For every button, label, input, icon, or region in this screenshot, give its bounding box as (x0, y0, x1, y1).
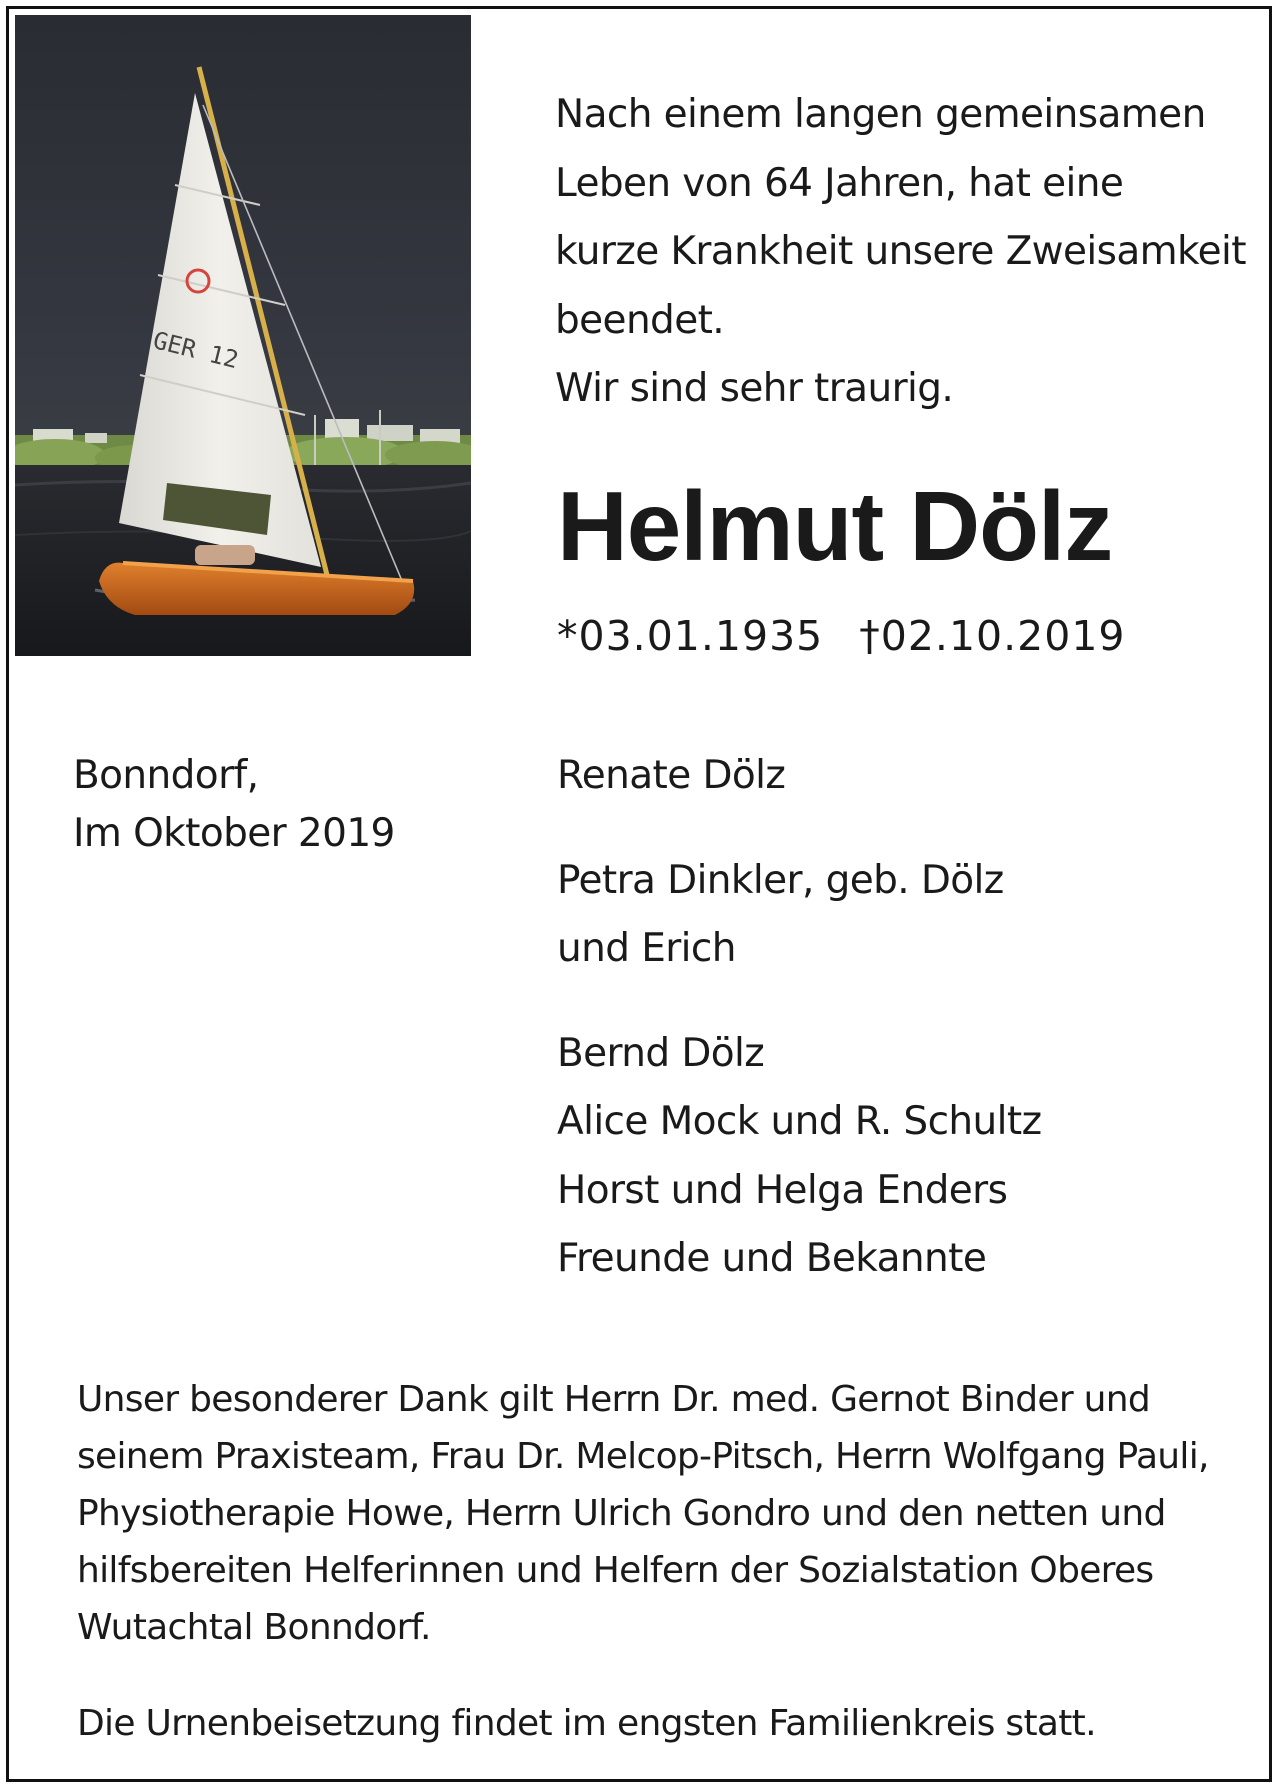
intro-text (555, 81, 1246, 424)
mourner-name: Freunde und Bekannte (557, 1236, 987, 1281)
place-and-date (73, 747, 395, 863)
birth-date: *03.01.1935 (557, 612, 824, 660)
sailboat-image (15, 15, 471, 656)
intro-line: Leben von 64 Jahren, hat eine (555, 160, 1124, 206)
burial-notice: Die Urnenbeisetzung findet im engsten Familienkreis statt. (77, 1703, 1096, 1744)
thanks-line: seinem Praxisteam, Frau Dr. Melcop-Pitsch, Herrn Wolfgang Pauli, (77, 1436, 1209, 1477)
mourner-name: Horst und Helga Enders (557, 1167, 1008, 1213)
intro-line: Nach einem langen gemeinsamen (555, 92, 1206, 137)
death-date: †02.10.2019 (859, 612, 1126, 660)
life-dates (557, 611, 1126, 661)
date-line: Im Oktober 2019 (73, 811, 395, 856)
obituary-frame (6, 6, 1272, 1782)
sailboat-photo (15, 15, 471, 656)
thanks-line: Unser besonderer Dank gilt Herrn Dr. med. Gernot Binder und (77, 1379, 1151, 1420)
mourners-list (557, 747, 1041, 1299)
thanks-paragraph (77, 1371, 1247, 1656)
mourner-name: Renate Dölz (557, 753, 786, 798)
deceased-name: Helmut Dölz (557, 471, 1113, 581)
intro-line: kurze Krankheit unsere Zweisamkeit (555, 229, 1246, 274)
mourner-name: Petra Dinkler, geb. Dölz (557, 857, 1004, 903)
intro-line: beendet. (555, 297, 725, 343)
mourner-name: Bernd Dölz (557, 1030, 765, 1076)
mourner-group (557, 1025, 1041, 1299)
mourner-group (557, 747, 1041, 816)
thanks-line: Wutachtal Bonndorf. (77, 1607, 431, 1648)
mourner-name: und Erich (557, 926, 736, 971)
intro-line: Wir sind sehr traurig. (555, 366, 954, 411)
mourner-group (557, 852, 1041, 989)
sail-number-text: GER 12 (150, 326, 242, 375)
thanks-line: Physiotherapie Howe, Herrn Ulrich Gondro und den netten und (77, 1493, 1166, 1534)
mourner-name: Alice Mock und R. Schultz (557, 1099, 1042, 1144)
thanks-line: hilfsbereiten Helferinnen und Helfern der Sozialstation Oberes (77, 1550, 1154, 1591)
place-line: Bonndorf, (73, 753, 259, 798)
